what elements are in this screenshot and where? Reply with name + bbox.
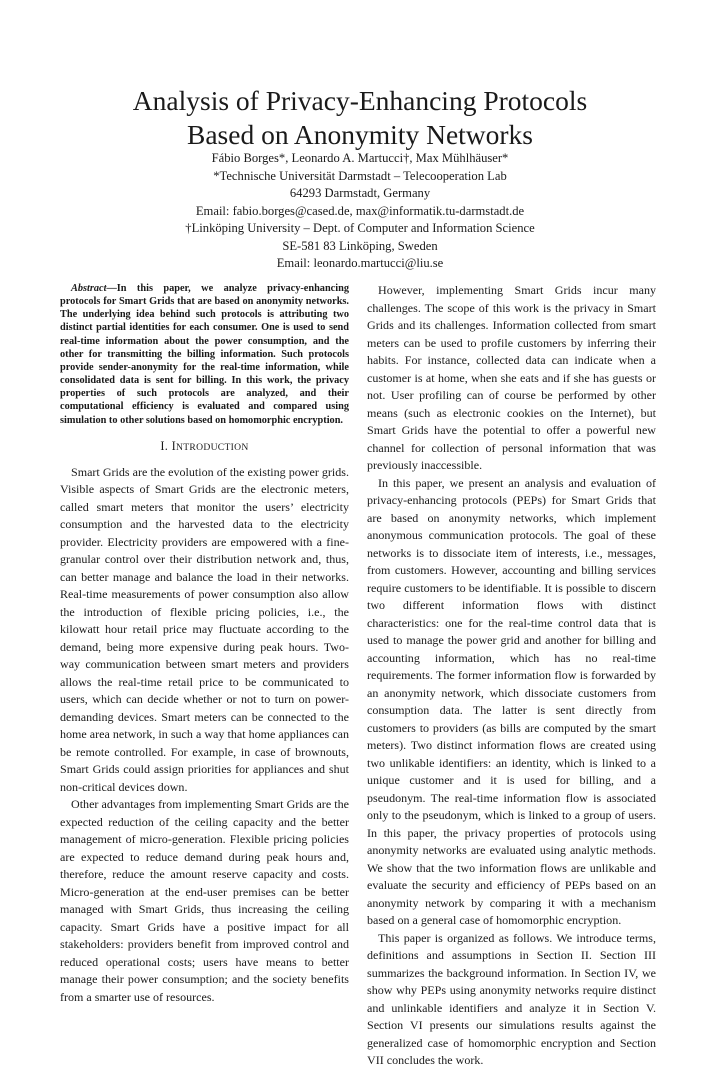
affiliation-1: *Technische Universität Darmstadt – Telecooperation Lab (213, 168, 507, 183)
affiliation-2: †Linköping University – Dept. of Computer and Information Science (185, 221, 535, 235)
abstract-label: Abstract (71, 283, 107, 294)
abstract (60, 282, 349, 427)
address-2: SE-581 83 Linköping, Sweden (282, 238, 438, 253)
right-paragraph-3: This paper is organized as follows. We introduce terms, definitions and assumptions in Section II. Section III summarizes the background information. In Section IV, we show why PEPs using anonymity networks require distinct and unlinkable identifiers and analyze it in Section V. Section VI presents our simulations results against the generalized case of homomorphic encryption and Section VII concludes the work. (367, 930, 656, 1067)
title-line-1: Analysis of Privacy-Enhancing Protocols (132, 85, 588, 117)
right-paragraph-2: In this paper, we present an analysis and evaluation of privacy-enhancing protocols (PEPs) for Smart Grids that are based on anonymity networks, which implement anonymous communication protocols. The goal of these networks is to dissociate item of interests, i.e., messages, from customers. However, accounting and billing services require customers to be identifiable. It is possible to discern two different information flows with distinct characteristics: one for the real-time control data that is used to manage the power grid and another for billing and accounting information, which has no real-time requirements. The former information flow is forwarded by an anonymity network, which dissociate customers from consumption data. The latter is sent directly from customers to providers (as bills are computed by the smart meters). Two distinct information flows are created using two unlikable identifiers: an identity, which is linked to a unique customer and it is used for billing, and a pseudonym. The real-time information flow is associated only to the pseudonym, which is linked to a group of users. In this paper, the privacy properties of protocols using anonymity networks are evaluated using analytic methods. We show that the two information flows are unlikable and evaluate the security and efficiency of PEPs based on an anonymity network by comparing it with a mechanism based on a general case of homomorphic encryption. (367, 475, 656, 927)
section-heading-introduction (60, 439, 349, 455)
section-title-initial: I (171, 438, 177, 453)
right-paragraph-1: However, implementing Smart Grids incur many challenges. The scope of this work is the privacy in Smart Grids and its challenges. Information collected from smart meters can be used to profile customers by inferring their habits. For instance, collected data can indicate when a customer is at home, when she eats and if she has guests or not. User profiling can of course be performed by other means (such as electronic cookies on the Internet), but Smart Grids have the potential to offer a powerful new channel for collection of personal information that was previously inaccessible. (367, 283, 656, 472)
paper-title (60, 84, 660, 152)
left-paragraph-1: Smart Grids are the evolution of the existing power grids. Visible aspects of Smart Grids are the electronic meters, called smart meters that monitor the users’ electricity consumption and the harvested data to the electricity provider. Electricity providers are empowered with a fine-granular control over their distribution network and, thus, can better manage and balance the load in their networks. Real-time measurements of power consumption also allow the introduction of flexible pricing policies, i.e., the kilowatt hour retail price may fluctuate according to the demand, being more expensive during peak hours. Two-way communication between smart meters and providers allows the real-time retail price to be communicated to users, which can decide whether or not to turn on power-demanding devices. Smart meters can be connected to the home area network, in such a way that home appliances can be remote controlled. For example, in case of brownouts, Smart Grids could assign priorities for appliances and shut non-critical devices down. (60, 464, 349, 794)
author-block (60, 150, 660, 273)
abstract-text: —In this paper, we analyze privacy-enhancing protocols for Smart Grids that are based on anonymity networks. The underlying idea behind such protocols is attributing two distinct partial identities for each consumer. One is used to send real-time information about the power consumption, and the other for transmitting the billing information. Such protocols provide sender-anonymity for the real-time information, while consolidated data is sent for billing. In this work, the privacy properties of such protocols are analyzed, and their computational efficiency is evaluated and compared using simulation to other solutions based on homomorphic encryption. (60, 283, 349, 426)
section-number: I. (160, 438, 169, 453)
left-column (60, 282, 349, 1006)
email-1: Email: fabio.borges@cased.de, max@informatik.tu-darmstadt.de (195, 203, 525, 218)
left-paragraph-2: Other advantages from implementing Smart Grids are the expected reduction of the ceiling capacity and the better management of micro-generation. Flexible pricing policies are expected to reduce demand during peak hours and, therefore, reduce the amount reserve capacity and costs. Micro-generation at the end-user premises can be better managed with Smart Grids, thus increasing the ceiling capacity. Smart Grids have a positive impact for all stakeholders: providers benefit from improved control and reduced operational costs; users have means to better manage their power consumption; and the society benefits from a smarter use of resources. (60, 797, 349, 1004)
right-column (367, 282, 656, 1070)
title-line-2: Based on Anonymity Networks (186, 119, 534, 151)
address-1: 64293 Darmstadt, Germany (289, 186, 431, 200)
author-names: Fábio Borges*, Leonardo A. Martucci†, Max Mühlhäuser* (211, 151, 509, 165)
section-title-rest: NTRODUCTION (176, 441, 249, 453)
email-2: Email: leonardo.martucci@liu.se (276, 256, 444, 270)
